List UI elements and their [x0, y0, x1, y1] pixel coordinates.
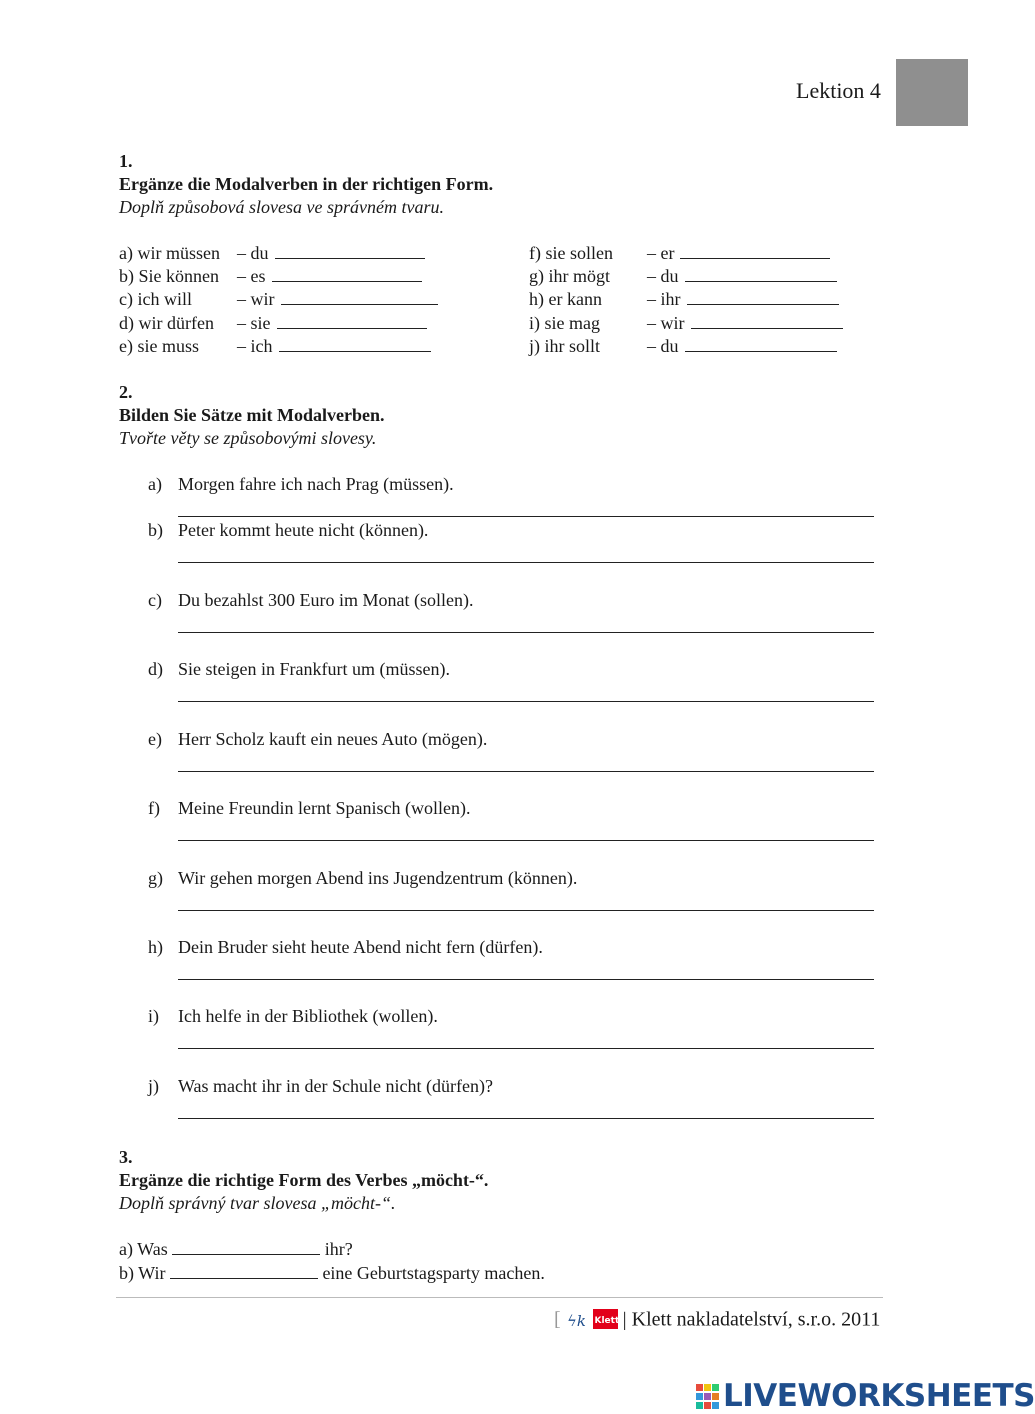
ex2-item-label: c): [148, 590, 162, 610]
exercise-1-item: [119, 336, 199, 357]
answer-blank[interactable]: [685, 350, 837, 352]
ex3-item-after: eine Geburtstagsparty machen.: [322, 1263, 545, 1283]
exercise-2-subtitle: Tvořte věty se způsobovými slovesy.: [119, 428, 377, 448]
exercise-1-item: [529, 289, 602, 310]
answer-blank[interactable]: [685, 280, 837, 282]
ex1-subject: c) ich will: [119, 289, 192, 309]
exercise-1-target: [237, 243, 425, 264]
ex1-target-pronoun: – sie: [237, 313, 271, 333]
liveworksheets-text: LIVEWORKSHEETS: [723, 1378, 1035, 1414]
answer-blank[interactable]: [680, 257, 830, 259]
answer-blank[interactable]: [277, 327, 427, 329]
ex2-item-label: e): [148, 729, 162, 749]
ex1-subject: j) ihr sollt: [529, 336, 600, 356]
ex1-target-pronoun: – er: [647, 243, 675, 263]
ex2-item-label: j): [148, 1076, 159, 1096]
exercise-1-target: [647, 266, 837, 287]
ex2-item-text: Morgen fahre ich nach Prag (müssen).: [178, 474, 454, 494]
exercise-1-item: [529, 266, 610, 287]
ex1-target-pronoun: – du: [237, 243, 269, 263]
answer-line[interactable]: [178, 910, 874, 911]
ex3-item-before: a) Was: [119, 1239, 168, 1259]
liveworksheets-watermark: [696, 1378, 1035, 1414]
exercise-3-number: 3.: [119, 1147, 133, 1167]
ex2-item-label: d): [148, 659, 163, 679]
exercise-1-title: Ergänze die Modalverben in der richtigen Form.: [119, 174, 494, 194]
answer-blank[interactable]: [281, 303, 438, 305]
answer-blank[interactable]: [272, 280, 422, 282]
ex2-item-text: Sie steigen in Frankfurt um (müssen).: [178, 659, 450, 679]
exercise-1-item: [119, 243, 220, 264]
exercise-1-item: [529, 336, 600, 357]
ex2-item-text: Was macht ihr in der Schule nicht (dürfen)?: [178, 1076, 493, 1096]
exercise-1-target: [647, 289, 839, 310]
exercise-2-title: Bilden Sie Sätze mit Modalverben.: [119, 405, 385, 425]
ex2-item-label: g): [148, 868, 163, 888]
exercise-3-item: [119, 1239, 353, 1260]
ex1-subject: b) Sie können: [119, 266, 219, 286]
ex1-target-pronoun: – du: [647, 336, 679, 356]
exercise-1-subtitle: Doplň způsobová slovesa ve správném tvaru.: [119, 197, 444, 217]
exercise-1-item: [119, 266, 219, 287]
footer-publisher: | Klett nakladatelství, s.r.o. 2011: [622, 1308, 881, 1331]
svg-text:ϟk: ϟk: [566, 1312, 586, 1330]
ex2-item-text: Peter kommt heute nicht (können).: [178, 520, 429, 540]
lesson-color-tab: [896, 59, 968, 126]
ex1-subject: g) ihr mögt: [529, 266, 610, 286]
exercise-1-item: [529, 313, 600, 334]
exercise-2-number: 2.: [119, 382, 133, 402]
answer-line[interactable]: [178, 701, 874, 702]
ex2-item-label: f): [148, 798, 160, 818]
ex2-item-label: a): [148, 474, 162, 494]
ex1-subject: e) sie muss: [119, 336, 199, 356]
answer-line[interactable]: [178, 1118, 874, 1119]
ex1-subject: f) sie sollen: [529, 243, 613, 263]
ex3-item-after: ihr?: [324, 1239, 353, 1259]
ex2-item-text: Du bezahlst 300 Euro im Monat (sollen).: [178, 590, 474, 610]
ex1-target-pronoun: – du: [647, 266, 679, 286]
ex2-item-text: Meine Freundin lernt Spanisch (wollen).: [178, 798, 471, 818]
ex2-item-text: Ich helfe in der Bibliothek (wollen).: [178, 1006, 438, 1026]
exercise-1-number: 1.: [119, 151, 133, 171]
answer-line[interactable]: [178, 562, 874, 563]
ex1-target-pronoun: – ich: [237, 336, 273, 356]
ex1-target-pronoun: – ihr: [647, 289, 681, 309]
answer-line[interactable]: [178, 632, 874, 633]
answer-line[interactable]: [178, 1048, 874, 1049]
answer-blank[interactable]: [691, 327, 843, 329]
ex1-target-pronoun: – wir: [237, 289, 275, 309]
ex2-item-text: Wir gehen morgen Abend ins Jugendzentrum (können).: [178, 868, 578, 888]
ex1-subject: d) wir dürfen: [119, 313, 214, 333]
ex1-subject: i) sie mag: [529, 313, 600, 333]
answer-line[interactable]: [178, 979, 874, 980]
exercise-1-target: [237, 266, 422, 287]
exercise-1-item: [119, 289, 192, 310]
answer-blank[interactable]: [279, 350, 431, 352]
exercise-3-title: Ergänze die richtige Form des Verbes „möcht-“.: [119, 1170, 489, 1190]
ex2-item-label: i): [148, 1006, 159, 1026]
ex1-target-pronoun: – wir: [647, 313, 685, 333]
answer-blank[interactable]: [172, 1253, 320, 1255]
exercise-1-target: [647, 336, 837, 357]
ex1-subject: a) wir müssen: [119, 243, 220, 263]
exercise-1-target: [237, 313, 427, 334]
klett-logo-text: Klett: [594, 1316, 619, 1326]
footer-bracket: [: [554, 1308, 561, 1331]
exercise-3-item: [119, 1263, 545, 1284]
exercise-1-target: [647, 313, 843, 334]
ex3-item-before: b) Wir: [119, 1263, 166, 1283]
exercise-1-target: [237, 336, 431, 357]
ex2-item-label: b): [148, 520, 163, 540]
exercise-3-subtitle: Doplň správný tvar slovesa „möcht-“.: [119, 1193, 396, 1213]
ex2-item-text: Dein Bruder sieht heute Abend nicht fern (dürfen).: [178, 937, 543, 957]
exercise-1-target: [647, 243, 830, 264]
ex1-target-pronoun: – es: [237, 266, 266, 286]
ex2-item-label: h): [148, 937, 163, 957]
exercise-1-target: [237, 289, 438, 310]
answer-line[interactable]: [178, 516, 874, 517]
answer-blank[interactable]: [275, 257, 425, 259]
ex2-item-text: Herr Scholz kauft ein neues Auto (mögen).: [178, 729, 488, 749]
answer-blank[interactable]: [687, 303, 839, 305]
footer: [554, 1307, 880, 1335]
answer-line[interactable]: [178, 840, 874, 841]
footer-divider: [116, 1297, 883, 1298]
answer-blank[interactable]: [170, 1277, 318, 1279]
exercise-1-item: [529, 243, 613, 264]
klett-logo-icon: [566, 1307, 618, 1335]
ex1-subject: h) er kann: [529, 289, 602, 309]
liveworksheets-logo-icon: [696, 1384, 720, 1410]
answer-line[interactable]: [178, 771, 874, 772]
exercise-1-item: [119, 313, 214, 334]
lesson-title: Lektion 4: [796, 78, 881, 103]
